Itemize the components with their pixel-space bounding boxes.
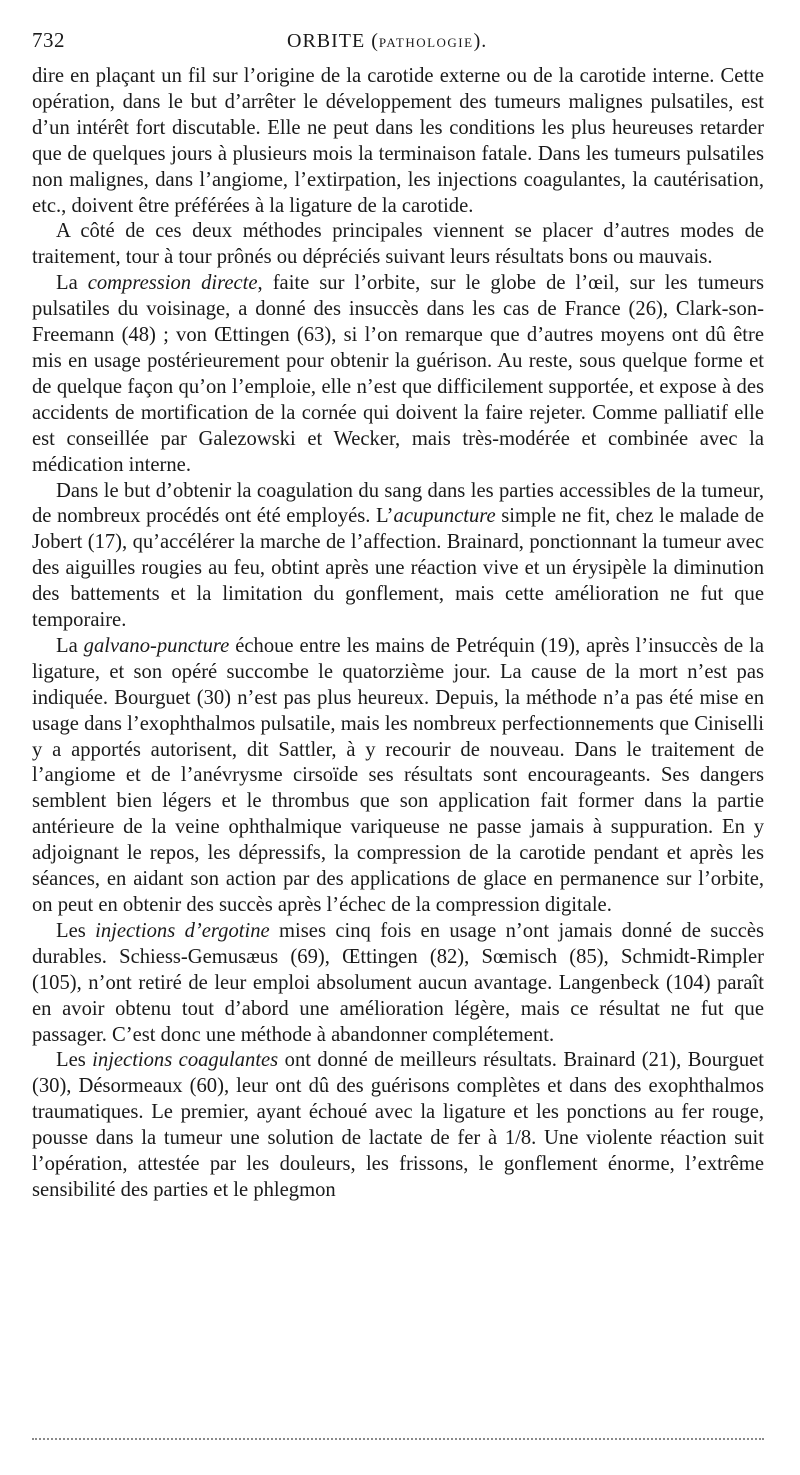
running-title-close: ). <box>473 30 488 52</box>
paragraph-text: A côté de ces deux méthodes principales viennent se placer d’autres modes de traitement, tour à tour prônés ou dépréciés suivant leurs résultats bons ou mauvais. <box>32 220 764 269</box>
bottom-dotted-rule <box>32 1438 764 1440</box>
page-number: 732 <box>32 28 65 52</box>
paragraph-6 <box>32 919 764 1049</box>
paragraph-3 <box>32 271 764 478</box>
paragraph-5 <box>32 634 764 919</box>
document-page <box>32 28 764 1204</box>
italic-term-compression-directe: compression directe <box>87 272 258 295</box>
italic-term-injections-coagulantes: injections coagulantes <box>92 1049 279 1072</box>
paragraph-text: , faite sur l’orbite, sur le globe de l’œil, sur les tumeurs pulsatiles du voisinage, a donné des insuccès dans les cas de France (26), Clark-son-Freemann (48) ; von Œttingen (63), si l’on remarque que d’autres moyens ont dû être mis en usage postérieurement pour obtenir la guérison. Au reste, sous quelque forme et de quelque façon qu’on l’emploie, elle n’est que difficilement supportée, et expose à des accidents de mortification de la cornée qui doivent la faire rejeter. Comme palliatif elle est conseillée par Galezowski et Wecker, mais très-modérée et combinée avec la médication interne. <box>32 272 765 476</box>
paragraph-text: simple ne fit, chez le malade de Jobert (17), qu’accélérer la marche de l’affection. Brainard, ponctionnant la tumeur avec des aiguilles rougies au feu, obtint après une réaction vive et un érysipèle la diminution des battements et la limitation du gonflement, mais cette amélioration ne fut que temporaire. <box>32 505 764 632</box>
paragraph-text: ont donné de meilleurs résultats. Brainard (21), Bourguet (30), Désormeaux (60), leur ont dû des guérisons complètes et dans des exophthalmos traumatiques. Le premier, ayant échoué avec la ligature et les ponctions au fer rouge, pousse dans la tumeur une solution de lactate de fer à 1/8. Une violente réaction suit l’opération, attestée par les douleurs, les frissons, le gonflement énorme, l’extrême sensibilité des parties et le phlegmon <box>32 1049 764 1201</box>
paragraph-text: Les <box>56 1049 93 1072</box>
running-header <box>32 28 764 64</box>
running-title-main: ORBITE ( <box>287 30 379 52</box>
body-text <box>32 64 764 1204</box>
running-title <box>287 30 487 53</box>
paragraph-text: échoue entre les mains de Petréquin (19), après l’insuccès de la ligature, et son opéré succombe le quatorzième jour. La cause de la mort n’est pas indiquée. Bourguet (30) n’est pas plus heureux. Depuis, la méthode n’a pas été mise en usage dans l’exophthalmos pulsatile, mais les nombreux perfectionnements que Ciniselli y a apportés autorisent, dit Sattler, à y recourir de nouveau. Dans le traitement de l’angiome et de l’anévrysme cirsoïde ses résultats sont encourageants. Ses dangers semblent bien légers et le thrombus que son application fait former dans la partie antérieure de la veine ophthalmique variqueuse ne passe jamais à suppuration. En y adjoignant le repos, les dépressifs, la compression de la carotide pendant et après les séances, en aidant son action par des applications de glace en permanence sur l’orbite, on peut en obtenir des succès après l’échec de la compression digitale. <box>32 634 764 916</box>
italic-term-acupuncture: acupuncture <box>393 505 496 528</box>
paragraph-1 <box>32 64 764 219</box>
paragraph-text: Les <box>56 919 96 942</box>
paragraph-text: mises cinq fois en usage n’ont jamais donné de succès durables. Schiess-Gemusæus (69), Œttingen (82), Sœmisch (85), Schmidt-Rimpler (105), n’ont retiré de leur emploi absolument aucun avantage. Langenbeck (104) paraît en avoir obtenu tout d’abord une amélioration légère, mais ce résultat ne fut que passager. C’est donc une méthode à abandonner complétement. <box>32 919 764 1046</box>
paragraph-text: Dans le but d’obtenir la coagulation du sang dans les parties accessibles de la tumeur, de nombreux procédés ont été employés. L’ <box>32 479 764 528</box>
italic-term-injections-ergotine: injections d’ergotine <box>95 919 270 942</box>
paragraph-4 <box>32 479 764 634</box>
paragraph-7 <box>32 1048 764 1203</box>
running-title-section: PATHOLOGIE <box>378 35 474 50</box>
paragraph-text: La <box>56 634 84 657</box>
paragraph-text: dire en plaçant un fil sur l’origine de la carotide externe ou de la carotide interne. Cette opération, dans le but d’arrêter le développement des tumeurs malignes pulsatiles, est d’un intérêt fort discutable. Elle ne peut dans les conditions les plus heureuses retarder que de quelques jours à plusieurs mois la terminaison fatale. Dans les tumeurs pulsatiles non malignes, dans l’angiome, l’extirpation, les injections coagulantes, la cautérisation, etc., doivent être préférées à la ligature de la carotide. <box>32 65 764 217</box>
paragraph-text: La <box>56 272 88 295</box>
italic-term-galvano-puncture: galvano-puncture <box>83 634 230 657</box>
paragraph-2 <box>32 219 764 271</box>
